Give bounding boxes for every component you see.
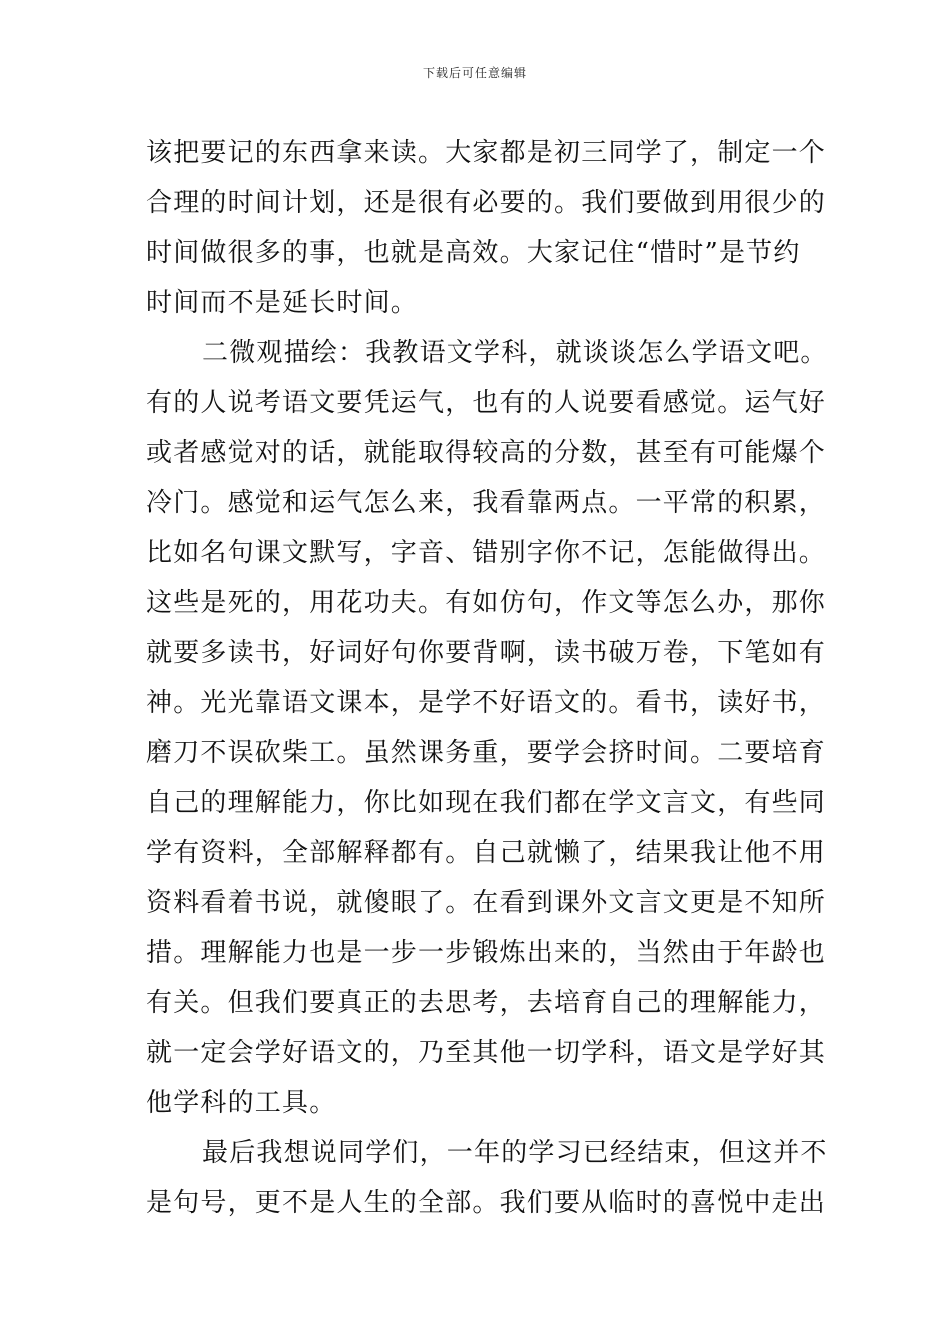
text-line: 时间而不是延长时间。 xyxy=(146,288,419,318)
text-line: 合理的时间计划，还是很有必要的。我们要做到用很少的 xyxy=(146,188,827,218)
text-line: 最后我想说同学们，一年的学习已经结束，但这并不 xyxy=(202,1138,828,1168)
text-line: 有关。但我们要真正的去思考，去培育自己的理解能力， xyxy=(146,988,827,1018)
text-line: 他学科的工具。 xyxy=(146,1088,337,1118)
body-text xyxy=(146,128,828,1228)
text-line: 二微观描绘：我教语文学科，就谈谈怎么学语文吧。 xyxy=(202,338,828,368)
text-line: 该把要记的东西拿来读。大家都是初三同学了，制定一个 xyxy=(146,138,827,168)
text-line: 这些是死的，用花功夫。有如仿句，作文等怎么办，那你 xyxy=(146,588,827,618)
text-line: 或者感觉对的话，就能取得较高的分数，甚至有可能爆个 xyxy=(146,438,827,468)
text-line: 时间做很多的事，也就是高效。大家记住“惜时”是节约 xyxy=(146,238,801,268)
text-line: 比如名句课文默写，字音、错别字你不记，怎能做得出。 xyxy=(146,538,827,568)
text-line: 学有资料，全部解释都有。自己就懒了，结果我让他不用 xyxy=(146,838,827,868)
text-line: 资料看着书说，就傻眼了。在看到课外文言文更是不知所 xyxy=(146,888,827,918)
text-line: 神。光光靠语文课本，是学不好语文的。看书，读好书， xyxy=(146,688,827,718)
text-line: 冷门。感觉和运气怎么来，我看靠两点。一平常的积累， xyxy=(146,488,827,518)
text-line: 就一定会学好语文的，乃至其他一切学科，语文是学好其 xyxy=(146,1038,827,1068)
text-line: 措。理解能力也是一步一步锻炼出来的，当然由于年龄也 xyxy=(146,938,827,968)
text-line: 就要多读书，好词好句你要背啊，读书破万卷，下笔如有 xyxy=(146,638,827,668)
text-line: 自己的理解能力，你比如现在我们都在学文言文，有些同 xyxy=(146,788,827,818)
text-line: 磨刀不误砍柴工。虽然课务重，要学会挤时间。二要培育 xyxy=(146,738,827,768)
text-line: 有的人说考语文要凭运气，也有的人说要看感觉。运气好 xyxy=(146,388,827,418)
page-header: 下载后可任意编辑 xyxy=(422,66,527,80)
text-line: 是句号，更不是人生的全部。我们要从临时的喜悦中走出 xyxy=(146,1188,827,1218)
